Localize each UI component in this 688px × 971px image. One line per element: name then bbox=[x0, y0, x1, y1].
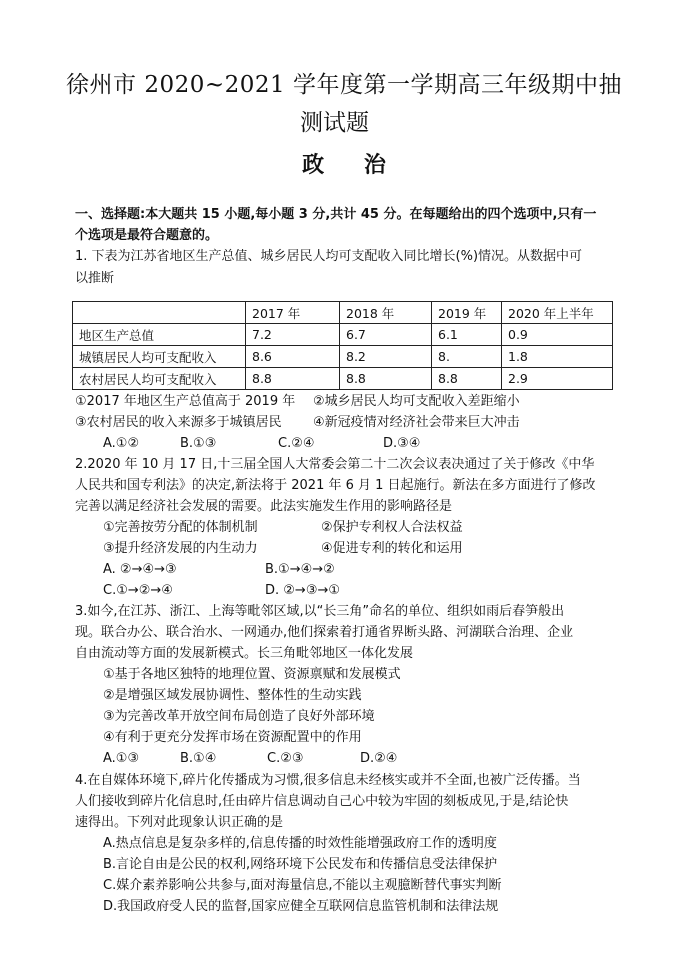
table-header-cell bbox=[73, 302, 246, 324]
table-header-cell: 2018 年 bbox=[340, 302, 432, 324]
table-row bbox=[73, 368, 613, 390]
table-row bbox=[73, 324, 613, 346]
table-cell: 地区生产总值 bbox=[73, 324, 246, 346]
section-heading-continued: 个选项是最符合题意的。 bbox=[75, 228, 219, 243]
growth-table bbox=[72, 301, 613, 390]
table-cell: 7.2 bbox=[246, 324, 340, 346]
question-4-stem-continued: 速得出。下列对此现象认识正确的是 bbox=[75, 815, 284, 830]
table-cell: 城镇居民人均可支配收入 bbox=[73, 346, 246, 368]
question-1-stem-continued: 以推断 bbox=[75, 271, 115, 286]
table-cell: 农村居民人均可支配收入 bbox=[73, 368, 246, 390]
statement-2: ②是增强区域发展协调性、整体性的生动实践 bbox=[103, 688, 362, 703]
statement-3: ③农村居民的收入来源多于城镇居民 bbox=[75, 415, 282, 430]
table-header-row bbox=[73, 302, 613, 324]
question-4-stem-continued: 人们接收到碎片化信息时,任由碎片信息调动自己心中较为牢固的刻板成见,于是,结论快 bbox=[75, 794, 569, 809]
choice-d: D.③④ bbox=[383, 436, 421, 451]
exam-title-continued: 测试题 bbox=[300, 110, 369, 136]
choice-b: B.①③ bbox=[180, 436, 217, 451]
choice-a: A.①② bbox=[103, 436, 140, 451]
statement-2: ②城乡居民人均可支配收入差距缩小 bbox=[313, 394, 520, 409]
question-3-stem-continued: 现。联合办公、联合治水、一网通办,他们探索着打通省界断头路、河湖联合治理、企业 bbox=[75, 625, 574, 640]
table-header-cell: 2019 年 bbox=[432, 302, 502, 324]
table-row bbox=[73, 346, 613, 368]
statement-2: ②保护专利权人合法权益 bbox=[321, 520, 463, 535]
statement-1: ①2017 年地区生产总值高于 2019 年 bbox=[75, 394, 296, 409]
choice-b: B.①→④→② bbox=[265, 562, 335, 577]
choice-d: D. ②→③→① bbox=[265, 583, 341, 598]
table-cell: 6.7 bbox=[340, 324, 432, 346]
table-cell: 8.8 bbox=[340, 368, 432, 390]
table-cell: 8.8 bbox=[246, 368, 340, 390]
question-3-stem: 3.如今,在江苏、浙江、上海等毗邻区域,以“长三角”命名的单位、组织如雨后春笋般出 bbox=[75, 604, 565, 619]
statement-1: ①完善按劳分配的体制机制 bbox=[103, 520, 258, 535]
choice-b: B.言论自由是公民的权利,网络环境下公民发布和传播信息受法律保护 bbox=[103, 857, 498, 872]
question-3-stem-continued: 自由流动等方面的发展新模式。长三角毗邻地区一体化发展 bbox=[75, 646, 414, 661]
table-cell: 1.8 bbox=[502, 346, 613, 368]
section-heading: 一、选择题:本大题共 15 小题,每小题 3 分,共计 45 分。在每题给出的四个选项中,只有一 bbox=[75, 207, 597, 222]
statement-3: ③提升经济发展的内生动力 bbox=[103, 541, 258, 556]
choice-a: A.热点信息是复杂多样的,信息传播的时效性能增强政府工作的透明度 bbox=[103, 836, 497, 851]
question-2-stem-continued: 人民共和国专利法》的决定,新法将于 2021 年 6 月 1 日起施行。新法在多方面进行了修改 bbox=[75, 478, 596, 493]
statement-4: ④新冠疫情对经济社会带来巨大冲击 bbox=[313, 415, 520, 430]
choice-b: B.①④ bbox=[180, 751, 217, 766]
table-cell: 8.8 bbox=[432, 368, 502, 390]
table-cell: 2.9 bbox=[502, 368, 613, 390]
table-header-cell: 2020 年上半年 bbox=[502, 302, 613, 324]
table-cell: 0.9 bbox=[502, 324, 613, 346]
question-4-stem: 4.在自媒体环境下,碎片化传播成为习惯,很多信息未经核实或并不全面,也被广泛传播。当 bbox=[75, 773, 581, 788]
choice-c: C.媒介素养影响公共参与,面对海量信息,不能以主观臆断替代事实判断 bbox=[103, 878, 502, 893]
table-cell: 8.2 bbox=[340, 346, 432, 368]
table-cell: 8. bbox=[432, 346, 502, 368]
statement-4: ④促进专利的转化和运用 bbox=[321, 541, 463, 556]
choice-d: D.我国政府受人民的监督,国家应健全互联网信息监管机制和法律法规 bbox=[103, 899, 499, 914]
table-header-cell: 2017 年 bbox=[246, 302, 340, 324]
table-cell: 8.6 bbox=[246, 346, 340, 368]
choice-a: A. ②→④→③ bbox=[103, 562, 177, 577]
statement-3: ③为完善改革开放空间布局创造了良好外部环境 bbox=[103, 709, 375, 724]
question-1-stem: 1. 下表为江苏省地区生产总值、城乡居民人均可支配收入同比增长(%)情况。从数据中可 bbox=[75, 249, 583, 264]
statement-1: ①基于各地区独特的地理位置、资源禀赋和发展模式 bbox=[103, 667, 401, 682]
question-2-stem: 2.2020 年 10 月 17 日,十三届全国人大常委会第二十二次会议表决通过了关于修改《中华 bbox=[75, 457, 595, 472]
choice-a: A.①③ bbox=[103, 751, 140, 766]
table-cell: 6.1 bbox=[432, 324, 502, 346]
choice-c: C.②④ bbox=[278, 436, 315, 451]
question-2-stem-continued: 完善以满足经济社会发展的需要。此法实施发生作用的影响路径是 bbox=[75, 499, 453, 514]
subject-title: 政 治 bbox=[302, 152, 386, 178]
statement-4: ④有利于更充分发挥市场在资源配置中的作用 bbox=[103, 730, 362, 745]
exam-title: 徐州市 2020~2021 学年度第一学期高三年级期中抽 bbox=[66, 72, 622, 98]
choice-d: D.②④ bbox=[360, 751, 398, 766]
choice-c: C.②③ bbox=[267, 751, 304, 766]
choice-c: C.①→②→④ bbox=[103, 583, 173, 598]
